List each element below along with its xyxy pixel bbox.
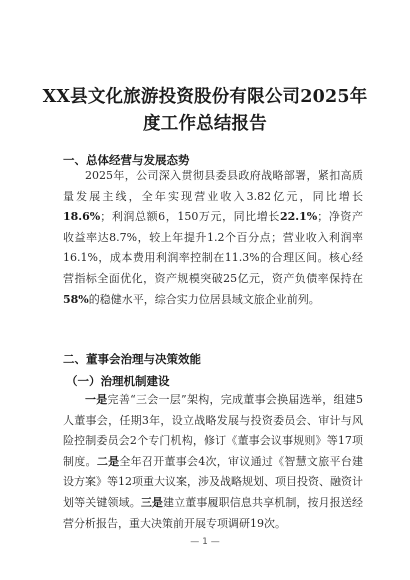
bold-text-run: 二是 xyxy=(96,454,120,468)
text-run: 全年召开董事会4次，审议通过《智慧文旅平台建设方案》等12项重大议案，涉及战略规划、项目投资、融资计划等关键领域。 xyxy=(63,454,364,509)
bold-text-run: 22.1% xyxy=(280,210,318,224)
text-run: 2025年，公司深入贯彻县委县政府战略部署，紧扣高质量发展主线，全年实现营业收入3.82亿元，同比增长 xyxy=(63,169,363,203)
bold-text-run: 一是 xyxy=(85,393,108,406)
text-run: 的稳健水平，综合实力位居县域文旅企业前列。 xyxy=(88,292,320,306)
text-run: ；利润总额6，150万元，同比增长 xyxy=(100,210,280,224)
text-run: 建立董事履职信息共享机制，按月报送经营分析报告，重大决策前开展专项调研19次。 xyxy=(63,495,364,530)
bold-text-run: 58% xyxy=(63,292,89,306)
section-1-paragraph xyxy=(63,166,363,310)
document-title: XX县文化旅游投资股份有限公司2025年度工作总结报告 xyxy=(42,87,368,134)
section-heading-1: 一、总体经营与发展态势 xyxy=(63,153,190,167)
text-run: 完善“三会一层”架构，完成董事会换届选举，组建5人董事会，任期3年，设立战略发展与投资委员会、审计与风险控制委员会2个专门机构，修订《董事会议事规则》等17项制度。 xyxy=(63,393,364,468)
section-heading-2: 二、董事会治理与决策效能 xyxy=(63,352,201,366)
page-number: — 1 — xyxy=(190,537,220,547)
bold-text-run: 18.6% xyxy=(63,210,101,224)
text-run: ；净资产收益率达8.7%，较上年提升1.2个百分点；营业收入利润率16.1%，成本费用利润率控制在11.3%的合理区间。核心经营指标全面优化，资产规模突破25亿元，资产负债率保持在 xyxy=(63,210,363,285)
bold-text-run: 三是 xyxy=(140,495,164,509)
subsection-heading-1: （一）治理机制建设 xyxy=(66,374,170,388)
subsection-1-paragraph xyxy=(63,390,363,534)
